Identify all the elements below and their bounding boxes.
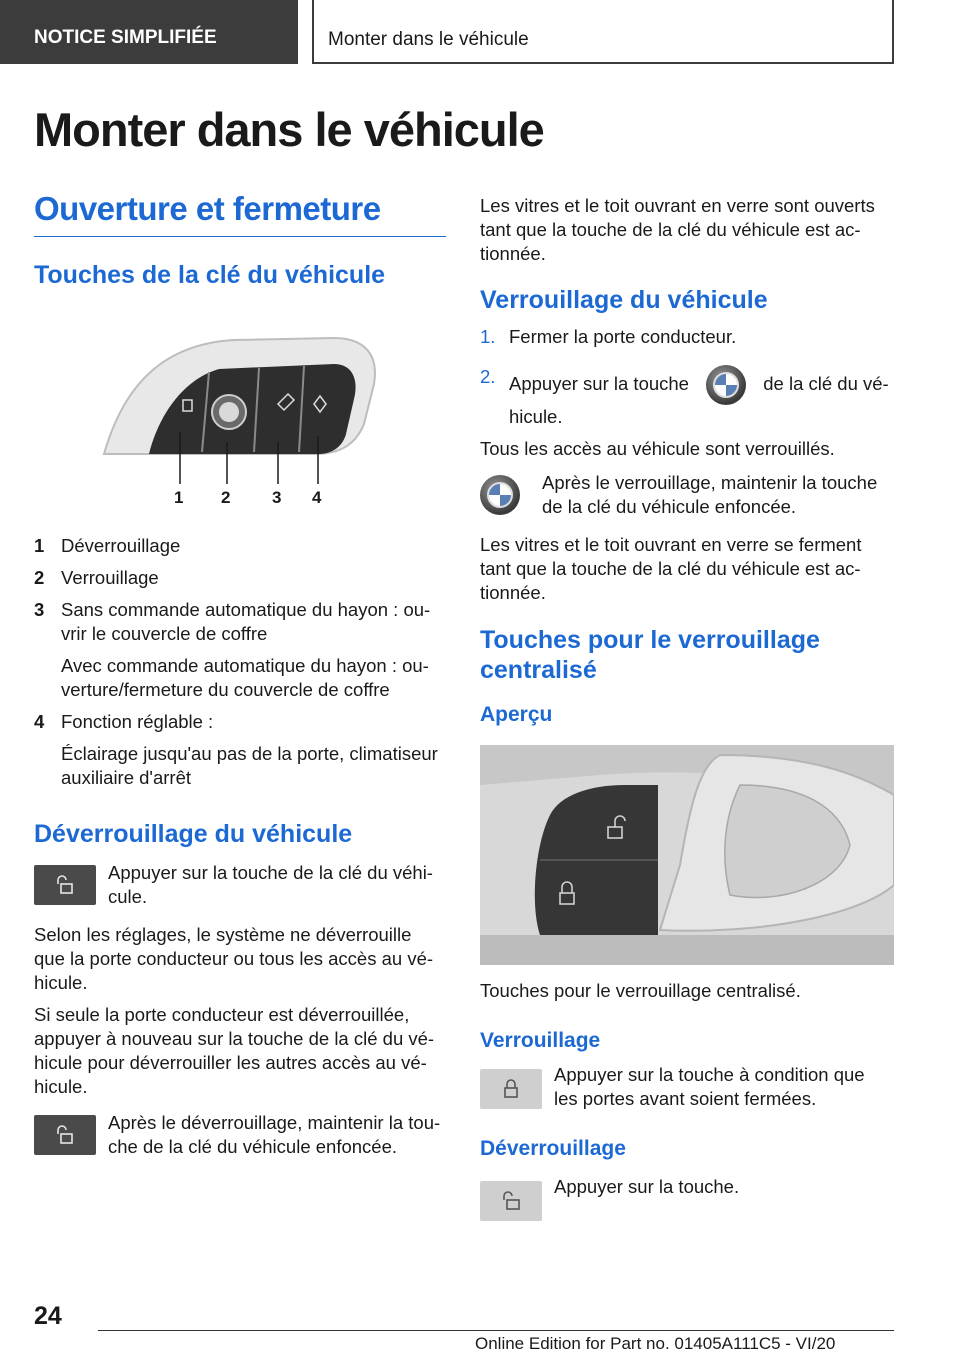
windows-open-paragraph: Les vitres et le toit ouvrant en verre sont ouverts tant que la touche de la clé du véhicule est ac-tionnée. [480, 195, 875, 264]
item-text: Fonction réglable : [61, 711, 214, 732]
bmw-key-icon [480, 475, 520, 515]
central-unlock-text: Appuyer sur la touche. [554, 1176, 740, 1197]
item-number: 2 [34, 567, 45, 588]
step-number: 2. [480, 366, 496, 387]
door-buttons-photo [480, 745, 894, 965]
list-item [34, 534, 446, 558]
lock-paragraph-1: Tous les accès au véhicule sont verrouillés. [480, 438, 835, 459]
unlock-note-text: Après le déverrouillage, maintenir la tou-che de la clé du véhicule enfoncée. [108, 1112, 441, 1157]
list-item [34, 710, 446, 734]
callout-4: 4 [312, 488, 322, 507]
unlock-paragraph-1: Selon les réglages, le système ne déverrouille que la porte conducteur ou tous les accès au vé-hicule. [34, 924, 434, 993]
item-text: Verrouillage [61, 567, 159, 588]
item-number: 4 [34, 711, 45, 732]
central-unlock-instruction [480, 1175, 892, 1221]
unlock-icon [480, 1181, 542, 1221]
door-handle-image [480, 745, 894, 965]
lock-note [480, 471, 892, 519]
chapter-tab: Monter dans le véhicule [312, 0, 894, 64]
overview-heading: Aperçu [480, 703, 553, 726]
item-subtext: Éclairage jusqu'au pas de la porte, climatiseur auxiliaire d'arrêt [61, 743, 438, 788]
page-title: Monter dans le véhicule [34, 103, 544, 156]
lock-icon [480, 1069, 542, 1109]
step-text: Fermer la porte conducteur. [509, 326, 737, 347]
key-list [34, 534, 446, 790]
list-item [34, 566, 446, 590]
unlock-heading: Déverrouillage du véhicule [34, 820, 353, 848]
unlock-paragraph-2: Si seule la porte conducteur est déverrouillée, appuyer à nouveau sur la touche de la clé du vé-hicule pour déverrouiller les autres accès au vé-hicule. [34, 1004, 435, 1097]
callout-1: 1 [174, 488, 184, 507]
item-text: Sans commande automatique du hayon : ou-vrir le couvercle de coffre [61, 599, 431, 644]
unlock-note [34, 1111, 446, 1159]
step-text-b: de la clé du vé-hicule. [509, 372, 889, 427]
item-text: Déverrouillage [61, 535, 181, 556]
unlock-icon [34, 1115, 96, 1155]
step-item [480, 365, 892, 429]
key-fob-image [34, 324, 446, 520]
unlock-instruction [34, 861, 446, 909]
step-text-a: Appuyer sur la touche [509, 372, 689, 394]
bmw-key-icon [706, 365, 746, 405]
step-text [509, 365, 892, 429]
item-number: 1 [34, 535, 45, 556]
key-fob-figure [34, 324, 446, 520]
section-tab: NOTICE SIMPLIFIÉE [0, 0, 298, 64]
item-subtext: Avec commande automatique du hayon : ou-verture/fermeture du couvercle de coffre [61, 655, 429, 700]
section-heading: Ouverture et fermeture [34, 190, 446, 237]
central-lock-heading: Verrouillage [480, 1029, 601, 1052]
unlock-icon [34, 865, 96, 905]
footer-divider [98, 1330, 894, 1331]
keys-heading: Touches de la clé du véhicule [34, 261, 386, 289]
central-lock-text: Appuyer sur la touche à condition que les portes avant soient fermées. [554, 1064, 865, 1109]
item-number: 3 [34, 599, 45, 620]
right-column [480, 194, 892, 1221]
callout-2: 2 [221, 488, 231, 507]
central-lock-instruction [480, 1063, 892, 1111]
lock-note-text: Après le verrouillage, maintenir la touche de la clé du véhicule enfoncée. [542, 472, 878, 517]
unlock-instruction-text: Appuyer sur la touche de la clé du véhi-cule. [108, 862, 433, 907]
callout-3: 3 [272, 488, 282, 507]
list-item [34, 598, 446, 646]
page-number: 24 [34, 1302, 62, 1330]
central-unlock-heading: Déverrouillage [480, 1137, 626, 1160]
photo-caption: Touches pour le verrouillage centralisé. [480, 980, 801, 1001]
step-item [480, 325, 892, 349]
left-column [34, 190, 446, 1159]
lock-heading: Verrouillage du véhicule [480, 286, 768, 314]
windows-close-paragraph: Les vitres et le toit ouvrant en verre se ferment tant que la touche de la clé du véhicule est ac-tionnée. [480, 534, 862, 603]
step-number: 1. [480, 326, 496, 347]
footer-edition: Online Edition for Part no. 01405A111C5 - VI/20 [475, 1334, 836, 1353]
central-locking-heading: Touches pour le verrouillage centralisé [480, 626, 820, 684]
